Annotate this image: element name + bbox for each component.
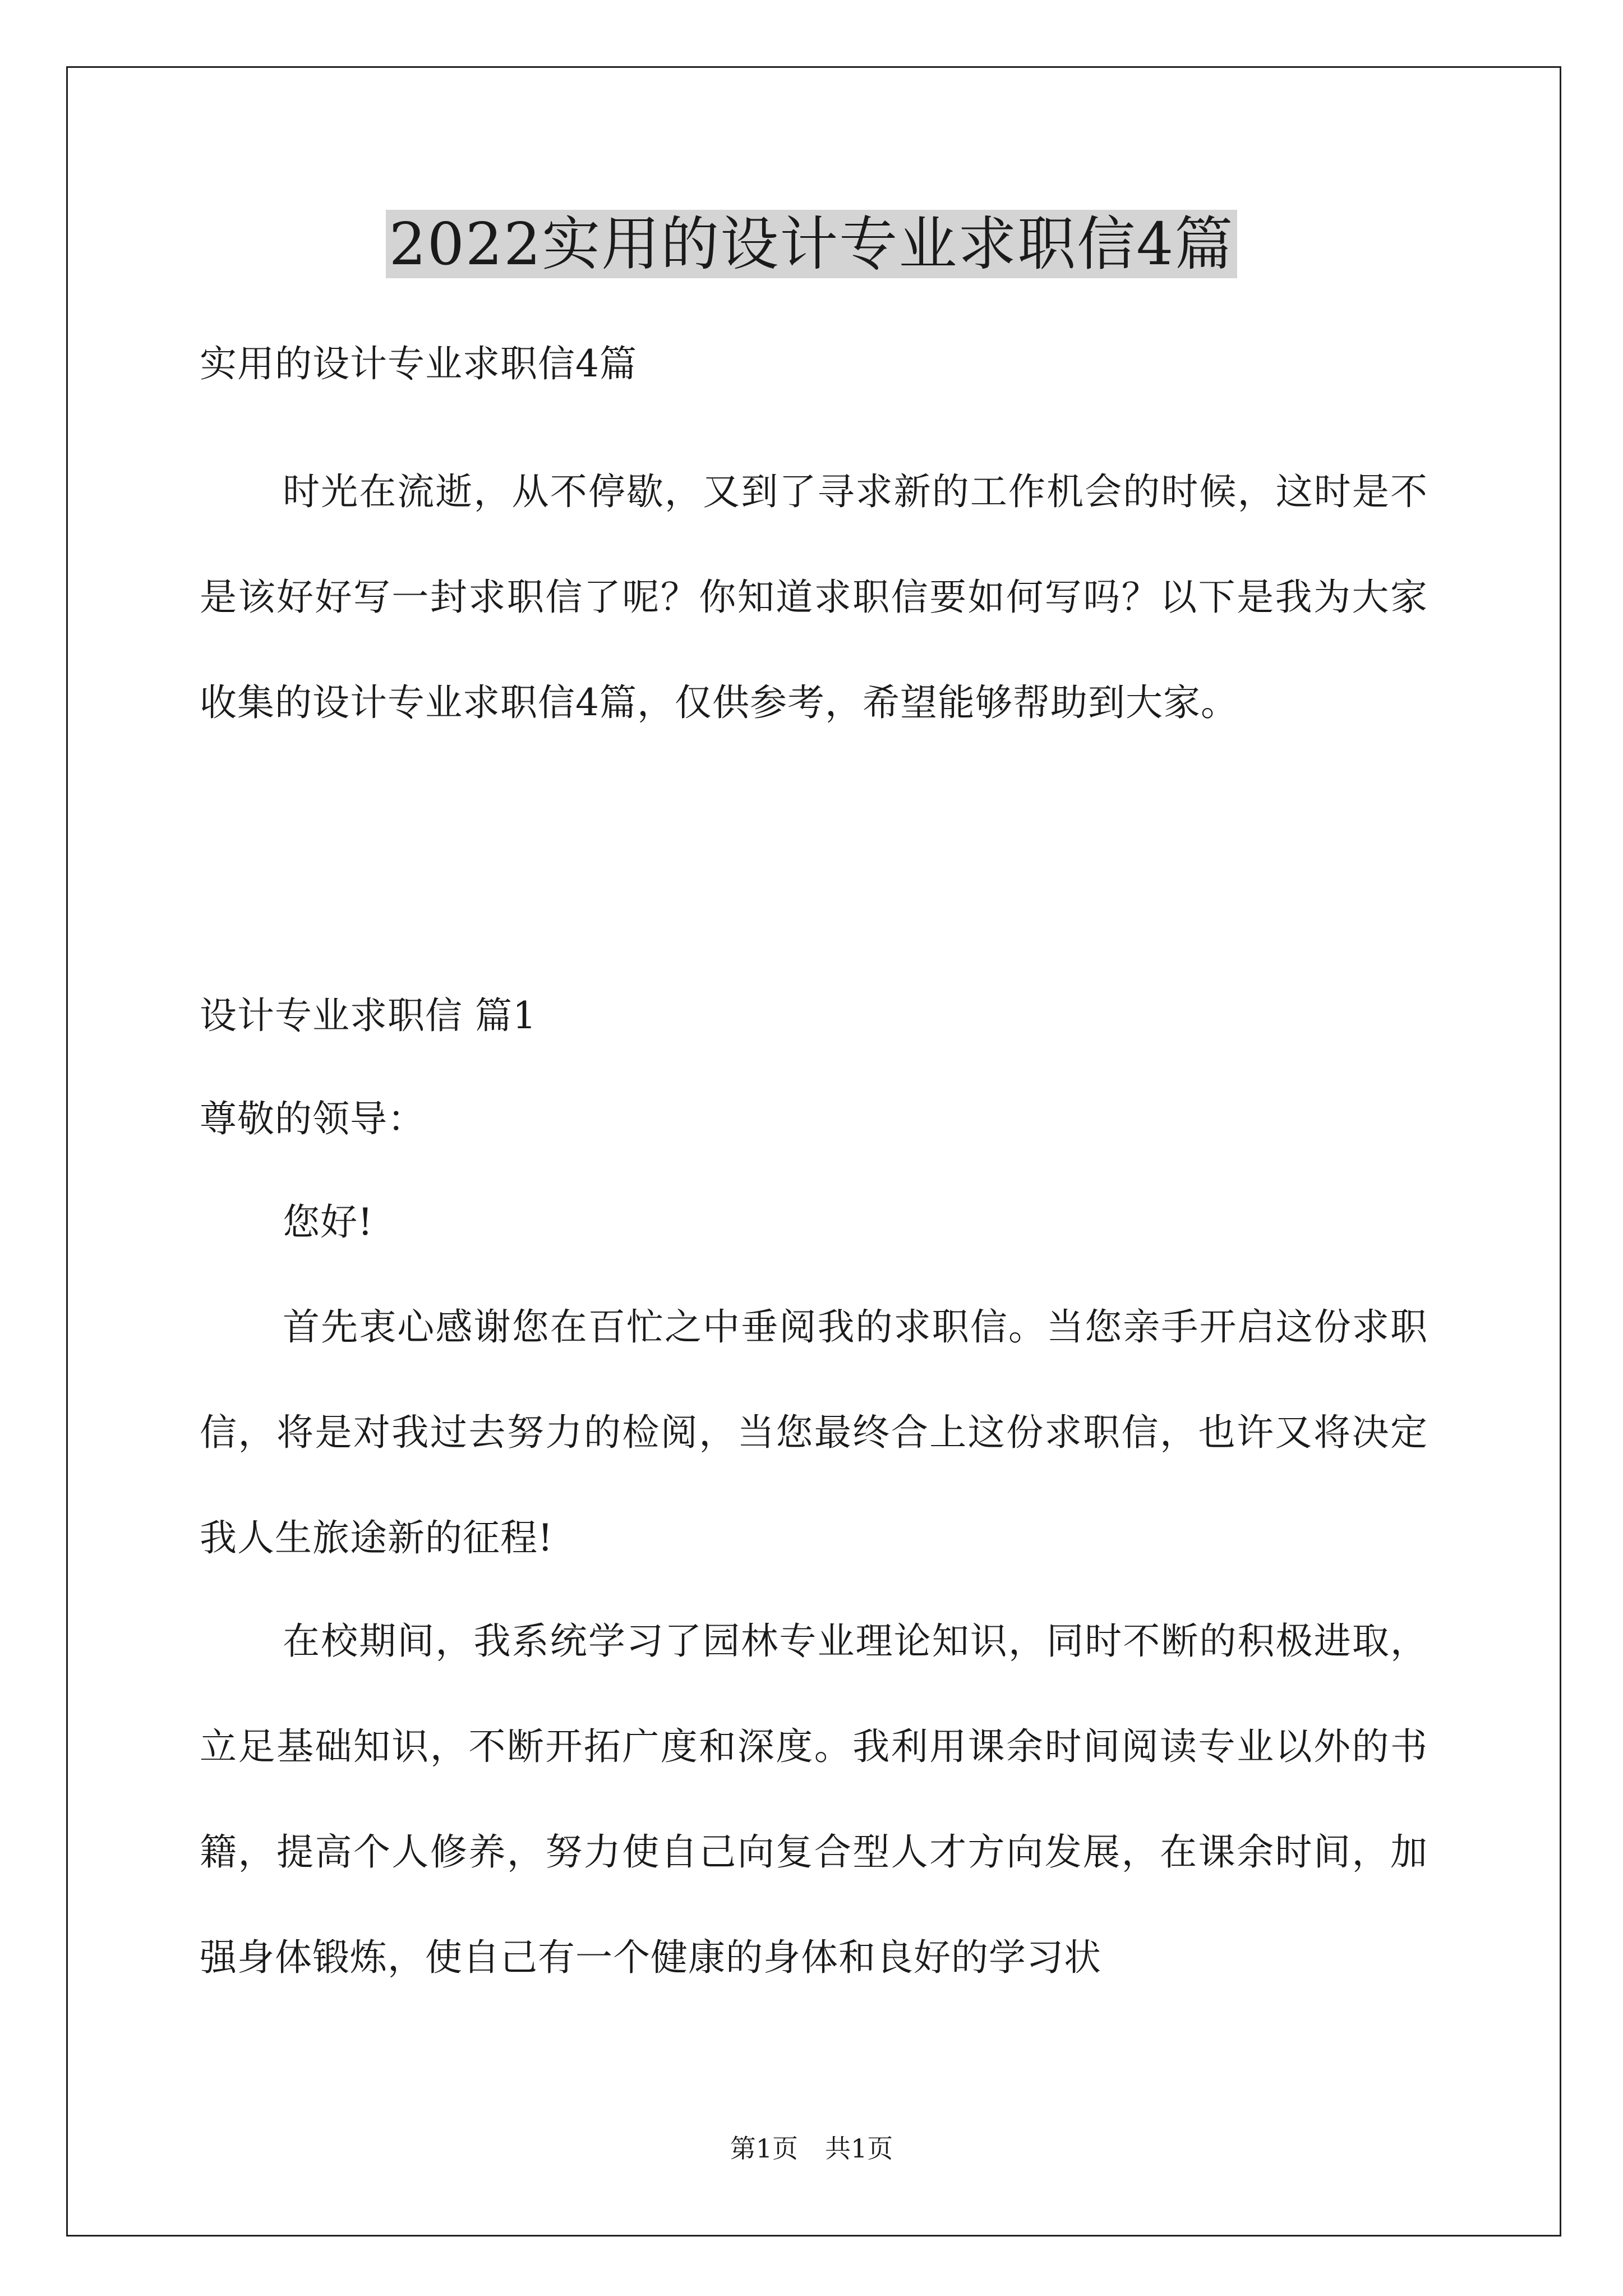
- page-number: 第1页: [730, 2133, 798, 2164]
- page-total: 共1页: [825, 2133, 893, 2164]
- document-title: [0, 205, 1623, 283]
- body-paragraph: 在校期间，我系统学习了园林专业理论知识，同时不断的积极进取，立足基础知识，不断开拓广度和深度。我利用课余时间阅读专业以外的书籍，提高个人修养，努力使自己向复合型人才方向发展，在课余时间，加强身体锻炼，使自己有一个健康的身体和良好的学习状: [200, 1619, 1428, 1979]
- body-paragraph: 首先衷心感谢您在百忙之中垂阅我的求职信。当您亲手开启这份求职信，将是对我过去努力的检阅，当您最终合上这份求职信，也许又将决定我人生旅途新的征程!: [200, 1305, 1428, 1559]
- salutation: 尊敬的领导：: [200, 1097, 425, 1140]
- document-title-text: 2022实用的设计专业求职信4篇: [386, 210, 1238, 278]
- section-heading: 设计专业求职信 篇1: [200, 994, 537, 1037]
- intro-paragraph: 时光在流逝，从不停歇，又到了寻求新的工作机会的时候，这时是不是该好好写一封求职信了呢？你知道求职信要如何写吗？以下是我为大家收集的设计专业求职信4篇，仅供参考，希望能够帮助到大家。: [200, 470, 1428, 724]
- document-subtitle: 实用的设计专业求职信4篇: [200, 342, 637, 385]
- page-footer: [0, 2132, 1623, 2165]
- greeting: 您好!: [283, 1200, 374, 1244]
